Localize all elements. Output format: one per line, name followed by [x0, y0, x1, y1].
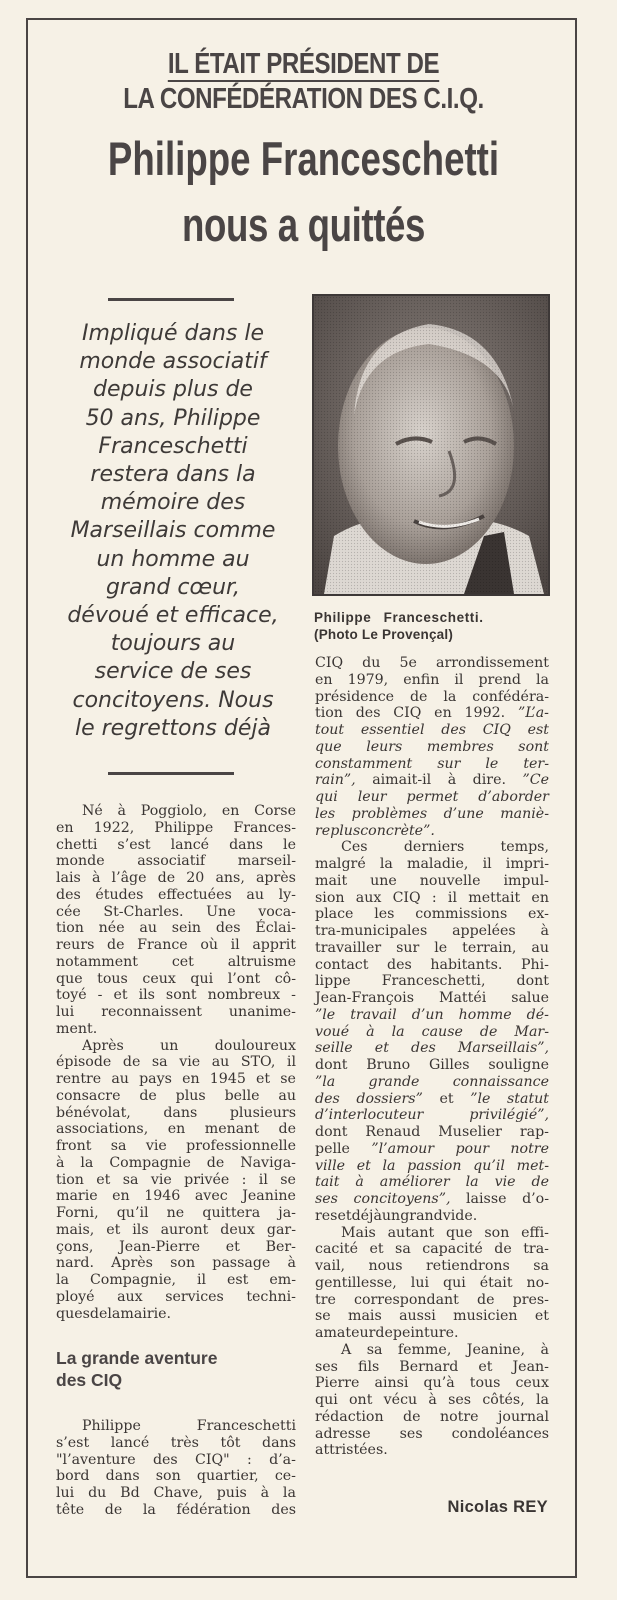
- text-line: s’est lancé très tôt dans: [56, 1434, 296, 1451]
- text-line: que tous ceux qui l’ont cô-: [56, 970, 296, 987]
- text-line: ses concitoyens”, laisse d’o-: [315, 1191, 549, 1207]
- lead-line: Impliqué dans le: [81, 321, 265, 346]
- lead-line: Franceschetti: [98, 433, 248, 459]
- text-line: qui ont vécu à ses côtés, la: [315, 1392, 549, 1408]
- text-line: à la Compagnie de Naviga-: [56, 1154, 296, 1171]
- portrait-image: [314, 296, 548, 594]
- text-line: res et déjà un grand vide.: [315, 1207, 478, 1224]
- text-line: ”le travail d’un homme dé-: [315, 1006, 549, 1023]
- text-line: amateur de peinture.: [315, 1325, 459, 1341]
- text-line: voué à la cause de Mar-: [315, 1023, 549, 1040]
- lead-line: 50 ans, Philippe: [85, 405, 261, 431]
- lead-top-rule: [108, 298, 234, 301]
- text-line: mait une nouvelle impul-: [315, 872, 549, 889]
- text-line: çons, Jean-Pierre et Ber-: [56, 1238, 296, 1255]
- text-line: notamment cet altruisme: [56, 953, 296, 970]
- text-line: Mais autant que son effi-: [341, 1224, 549, 1241]
- text-line: bénévolat, dans plusieurs: [56, 1104, 296, 1121]
- text-line: tête de la fédération des: [56, 1501, 296, 1518]
- lead-line: mémoire des: [100, 490, 246, 516]
- text-line: lippe Franceschetti, dont: [315, 973, 549, 990]
- photo-caption: [314, 609, 554, 643]
- kicker-line-1: [75, 47, 532, 81]
- text-line: en 1922, Philippe Frances-: [56, 819, 296, 836]
- text-line: marie en 1946 avec Jeanine: [56, 1188, 296, 1205]
- text-line: attristées.: [315, 1442, 388, 1459]
- headline-line-1: Philippe Franceschetti: [107, 132, 500, 185]
- text-line: se mais aussi musicien et: [315, 1308, 549, 1325]
- text-line: des études effectuées au ly-: [56, 886, 296, 903]
- text-line: en 1979, enfin il prend la: [315, 671, 549, 688]
- lead-paragraph: [48, 320, 298, 743]
- text-line: qui leur permet d’aborder: [315, 789, 549, 805]
- text-line: vail, nous retiendrons sa: [315, 1258, 549, 1274]
- text-line: consacre de plus belle au: [56, 1087, 296, 1104]
- lead-line: depuis plus de: [93, 377, 253, 403]
- lead-bottom-rule: [108, 772, 234, 775]
- text-line: lais à l’âge de 20 ans, après: [56, 870, 296, 886]
- text-line: gentillesse, lui qui était no-: [315, 1274, 549, 1291]
- text-line: constamment sur le ter-: [315, 755, 549, 772]
- text-line: Jean-François Mattéi salue: [315, 990, 549, 1006]
- text-line: lui reconnaissent unanime-: [56, 1004, 296, 1020]
- text-line: reurs de France où il apprit: [56, 937, 296, 953]
- text-line: ville et la passion qu’il met-: [315, 1157, 549, 1174]
- text-line: cacité et sa capacité de tra-: [315, 1241, 549, 1258]
- left-column-body: [56, 803, 296, 1322]
- text-line: Forni, qu’il ne quittera ja-: [56, 1205, 296, 1221]
- lead-line: un homme au: [96, 546, 250, 572]
- headline-line-2: nous a quittés: [181, 198, 426, 251]
- text-line: Après un douloureux: [82, 1037, 296, 1054]
- text-line: malgré la maladie, il impri-: [315, 856, 549, 872]
- text-line: tion née au sein des Éclai-: [56, 920, 296, 937]
- text-line: ses fils Bernard et Jean-: [315, 1358, 549, 1375]
- text-line: ques de la mairie.: [56, 1305, 172, 1322]
- text-line: Ces derniers temps,: [341, 839, 549, 856]
- text-line: sion aux CIQ : il mettait en: [315, 889, 549, 906]
- text-line: d’interlocuteur privilégié”,: [315, 1107, 549, 1124]
- left-column-body-2: [56, 1418, 296, 1519]
- text-line: chetti s’est lancé dans le: [56, 836, 296, 853]
- text-line: tra-municipales appelées à: [315, 923, 549, 939]
- author-signature: Nicolas REY: [447, 1498, 548, 1516]
- subheading-line-2: des CIQ: [56, 1370, 123, 1390]
- text-line: des dossiers” et ”le statut: [315, 1090, 549, 1107]
- text-line: adresse ses condoléances: [315, 1425, 549, 1442]
- text-line: bord dans son quartier, ce-: [56, 1468, 296, 1485]
- text-line: mais, et ils auront deux gar-: [56, 1221, 296, 1238]
- lead-line: le regrettons déjà: [75, 715, 271, 741]
- text-line: CIQ du 5e arrondissement: [315, 655, 549, 671]
- text-line: re plus concrète”.: [315, 822, 435, 839]
- text-line: rédaction de notre journal: [315, 1408, 549, 1425]
- text-line: présidence de la confédéra-: [315, 688, 549, 705]
- text-line: A sa femme, Jeanine, à: [341, 1341, 549, 1358]
- text-line: cée St-Charles. Une voca-: [56, 903, 296, 920]
- text-line: tion et sa vie privée : il se: [56, 1171, 296, 1188]
- lead-line: monde associatif: [79, 349, 267, 375]
- caption-name: Philippe Franceschetti.: [314, 610, 484, 625]
- text-line: "l’aventure des CIQ" : d’a-: [56, 1451, 296, 1468]
- text-line: rain”, aimait-il à dire. ”Ce: [315, 772, 549, 789]
- subheading: [56, 1347, 296, 1391]
- text-line: tion des CIQ en 1992. ”L’a-: [315, 705, 549, 722]
- text-line: tout essentiel des CIQ est: [315, 722, 549, 738]
- text-line: Philippe Franceschetti: [82, 1418, 296, 1434]
- text-line: ”la grande connaissance: [315, 1073, 549, 1090]
- lead-line: concitoyens. Nous: [72, 687, 274, 713]
- lead-line: dévoué et efficace,: [67, 603, 279, 629]
- text-line: épisode de sa vie au STO, il: [56, 1054, 296, 1071]
- subheading-line-1: La grande aventure: [56, 1348, 218, 1368]
- caption-credit: (Photo Le Provençal): [314, 627, 454, 642]
- text-line: ployé aux services techni-: [56, 1288, 296, 1305]
- text-line: travailler sur le terrain, au: [315, 939, 549, 956]
- text-line: lui du Bd Chave, puis à la: [56, 1485, 296, 1501]
- text-line: Pierre ainsi qu’à tous ceux: [315, 1375, 549, 1392]
- text-line: place les commissions ex-: [315, 906, 549, 923]
- right-column-body: [315, 655, 549, 1459]
- text-line: les problèmes d’une maniè-: [315, 805, 549, 822]
- lead-line: service de ses: [94, 659, 252, 685]
- text-line: monde associatif marseil-: [56, 853, 296, 870]
- text-line: que leurs membres sont: [315, 738, 549, 755]
- text-line: rentre au pays en 1945 et se: [56, 1071, 296, 1087]
- text-line: tre correspondant de pres-: [315, 1291, 549, 1308]
- text-line: dont Renaud Muselier rap-: [315, 1124, 549, 1140]
- text-line: nard. Après son passage à: [56, 1255, 296, 1272]
- text-line: contact des habitants. Phi-: [315, 956, 549, 973]
- lead-line: Marseillais comme: [70, 518, 276, 544]
- text-line: Né à Poggiolo, en Corse: [82, 803, 296, 819]
- text-line: tait à améliorer la vie de: [315, 1174, 549, 1191]
- text-line: pelle ”l’amour pour notre: [315, 1140, 549, 1157]
- kicker-line-2: LA CONFÉDÉRATION DES C.I.Q.: [123, 83, 484, 115]
- lead-line: grand cœur,: [105, 574, 241, 600]
- portrait-photo: [312, 294, 550, 596]
- text-line: dont Bruno Gilles souligne: [315, 1057, 549, 1073]
- text-line: la Compagnie, il est em-: [56, 1272, 296, 1288]
- text-line: toyé - et ils sont nombreux -: [56, 987, 296, 1004]
- kicker-line-1-text: IL ÉTAIT PRÉSIDENT DE: [167, 48, 440, 80]
- lead-line: restera dans la: [90, 462, 256, 488]
- text-line: seille et des Marseillais”,: [315, 1040, 549, 1057]
- text-line: ment.: [56, 1020, 98, 1037]
- lead-line: toujours au: [110, 631, 236, 657]
- text-line: associations, en menant de: [56, 1121, 296, 1138]
- text-line: front sa vie professionnelle: [56, 1138, 296, 1154]
